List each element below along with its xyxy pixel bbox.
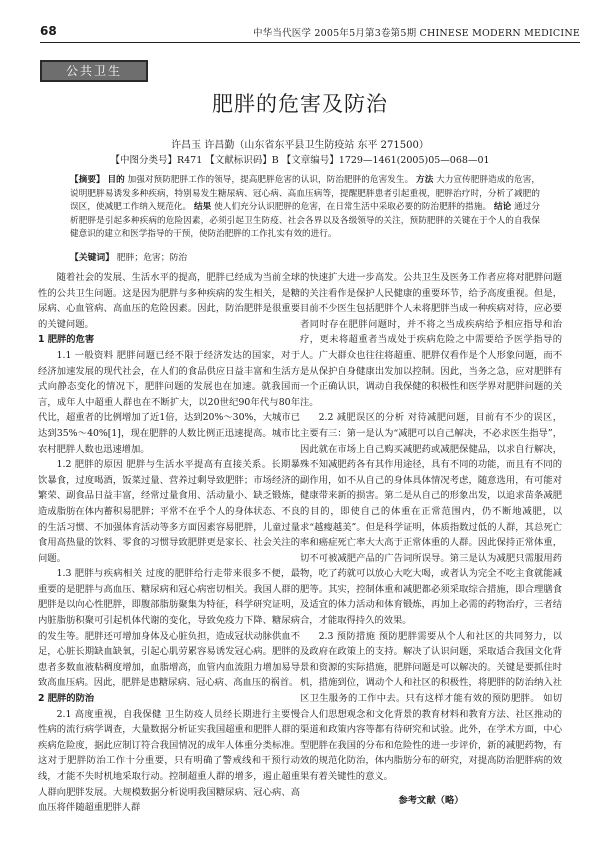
body-paragraph: 1.2 肥胖的原因 肥胖与生活水平提高有直接关系。长期暴饮暴食，过度喝酒，饭菜过量、营养过剩导致肥胖；市场经济的繁荣、副食品日益丰富，经常过量食用、活动量小、缺乏锻炼，造成脂肪在体内蓄积易肥胖；平常不在乎个人的身体状态、不良的生活习惯、不加强体育活动等多方面因素容易肥胖，儿童过量食用高热量的饮料、零食的习惯导致肥胖更是家长、社会关注的问题。 <box>38 459 300 564</box>
references-note: 参考文献（略） <box>398 794 464 806</box>
body-paragraph: 1.3 肥胖与疾病相关 过度的肥胖给行走带来很多不便，最重要的是肥胖与高血压、糖尿病和冠心病密切相关。我国人群的肥胖是以向心性肥胖，即腹部脂肪聚集为特征，科学研究证明，内脏脂肪积聚可引起机体代谢的变化，导致免疫力下降、糖尿病的发生等。肥胖还可增加身体及心脏负担，造成冠状动脉供血不足，心脏长期缺血缺氧，引起心肌劳累容易诱发冠心病。肥胖的患者多数血液粘稠度增加，血脂增高，血管内血流阻力增加易导致高血压病。因此，肥胖是患糖尿病、冠心病、高血压的祸首。 <box>38 568 300 689</box>
body-paragraph: 1.1 一般资料 肥胖问题已经不限于经济发达的国家，对于经济加速发展的现代社会，在人们的食品供应日益丰富和生活方式向静态变化的情况下，肥胖问题的发展也在加速。就我国而言，成年人中超重人群也在不断扩大，以20世纪90年代与80年代比，超重者的比例增加了近1倍，达到20%～30%，大城市已达到35%～40%[1]，现在肥胖的人数比例正迅速提高。城市比农村肥胖人数也迅速增加。 <box>38 349 300 455</box>
body-paragraph: 2.3 预防措施 预防肥胖需要从个人和社区的共同努力，以及政府在政策上的支持。解决了认识问题，采取适合我国文化背景和资源的实际措施，肥胖问题是可以解决的。关键是要抓住时机，措施到位，调动个人和社区的积极性，将肥胖的防治纳入社区卫生服务的工作中去。只有这样才能有效的预防肥胖。 如切合人们思想观念和文化背景的教育材料和教育方法、社区推动的渠道和政策内容等都有待研究和试验。此外，在学术方面，中心型肥胖在我国的分布和危险性的进一步评价，新的减肥药物，有效的规范化防治，体内脂肪分布的研究，对提高防治肥胖病的效果有着关键性的意义。 <box>300 630 562 782</box>
running-header <box>40 24 580 42</box>
section-heading: 1 肥胖的危害 <box>38 334 95 346</box>
journal-name: 中华当代医学 2005年5月第3卷第5期 CHINESE MODERN MEDICINE <box>252 28 580 39</box>
abstract-objective: 加强对预防肥胖工作的领导，提高肥胖危害的认识，防治肥胖的危害发生。 <box>127 175 414 185</box>
author-line: 许昌玉 许昌勤（山东省东平县卫生防疫站 东平 271500） <box>171 140 429 151</box>
right-column <box>300 270 562 808</box>
abstract-result-label: 结果 <box>194 202 212 212</box>
left-column <box>38 270 300 816</box>
keywords <box>70 250 540 263</box>
abstract-method-label: 方法 <box>416 175 434 185</box>
abstract-conclusion-label: 结论 <box>493 202 512 212</box>
body-paragraph: 2.1 高度重视，自我保健 卫生防疫人员经长期进行主要慢性病的流行病学调查，大量数据分析证实我国超重和肥胖人群的疾病危险度，据此应制订符合我国情况的成年人体重分类标准。这对于肥胖防治工作十分重要，只有明确了警戒线和干预行动线，才能不失时机地采取行动。控制超重人群的增多，遏止超重人群向肥胖发展。大规模数据分析说明我国糖尿病、冠心病、高血压将伴随超重肥胖人群 <box>38 708 300 814</box>
abstract-objective-label: 目的 <box>107 175 125 185</box>
abstract-result: 使人们充分认识肥胖的危害，在日常生活中采取必要的防治肥胖的措施。 <box>214 202 492 212</box>
keywords-text: 肥胖；危害；防治 <box>116 253 188 263</box>
abstract-label: 【摘要】 <box>70 175 105 185</box>
keywords-label: 【关键词】 <box>70 253 114 263</box>
abstract-method: 大力宣传肥胖造成的危害，说明肥胖易诱发多种疾病，特别易发生糖尿病、冠心病、高血压病等，提醒肥胖患者引起重视，肥胖治疗时，分析了减肥的误区，使减肥工作纳入规范化。 <box>70 175 540 212</box>
abstract <box>70 174 540 242</box>
body-paragraph: 2.2 减肥误区的分析 对待减肥问题，目前有不少的误区，主要有三：第一是认为“减肥可以自己解决，不必求医生指导”，因此就在市场上自己购买减肥药或减肥保健品，以求自行解决，殊不知减肥药各有其作用途径，具有不同的功能，而且有不同的副作用，如不从自己的身体具体情况考虑，随意选用，有可能对健康带来新的损害。第二是从自己的形象出发，以追求苗条减肥的目的，即使自己的体重在正常范围内，仍不断地减肥，以求“越瘦越美”。但是科学证明，体质指数过低的人群，其总死亡率和癌症死亡率大大高于正常体重的人群。因此保持正常体重，切不可被减肥产品的广告词所误导。第三是认为减肥只需服用药物，吃了药就可以放心大吃大喝，或者认为完全不吃主食就能减肥等。其实，控制体重和减肥都必须采取综合措施，即合理膳食及适宜的体力活动和体育锻炼，再加上必需的药物治疗，三者结合，才能取得持久的效果。 <box>300 412 562 627</box>
section-tag: 公共卫生 <box>40 60 148 82</box>
classification-line: 【中图分类号】R471 【文献标识码】B 【文章编号】1729—1461(2005)05—068—01 <box>110 155 490 166</box>
header-rule <box>40 42 580 43</box>
section-heading: 2 肥胖的防治 <box>38 693 95 705</box>
body-paragraph: 的快速扩大进一步高发。公共卫生及医务工作者应将对肥胖问题的关注看作是保护人民健康的重要环节，给予高度重视。但是，目前不少医生包括肥胖个人未将肥胖当成一种疾病对待，应必要者同时存在肥胖问题时，并不将之当成疾病给予相应指导和治疗，更未将超重者当成处于疾病危险之中需要给予医学指导的人。广大群众也往往将超重、肥胖仅看作是个人形象问题，而不是从保护自身健康出发加以控制。因此，当务之急，应对肥胖有一个正确认识，调动自我保健的积极性和医学界对肥胖问题的关注。 <box>300 272 562 408</box>
page-number: 68 <box>40 24 57 38</box>
body-paragraph: 随着社会的发展、生活水平的提高，肥胖已经成为当前全球性的公共卫生问题。这是因为肥胖与多种疾病的发生相关，是糖尿病、心血管病、高血压的危险因素。因此，防治肥胖是很重要的关键问题。 <box>38 272 300 330</box>
abstract-conclusion: 通过分析肥胖是引起多种疾病的危险因素，必须引起卫生防疫、社会各界以及各级领导的关注，预防肥胖的关键在于个人的自我保健意识的建立和医学指导的干预，使防治肥胖的工作扎实有效的进行。 <box>70 202 540 239</box>
article-title: 肥胖的危害及防治 <box>212 92 388 116</box>
